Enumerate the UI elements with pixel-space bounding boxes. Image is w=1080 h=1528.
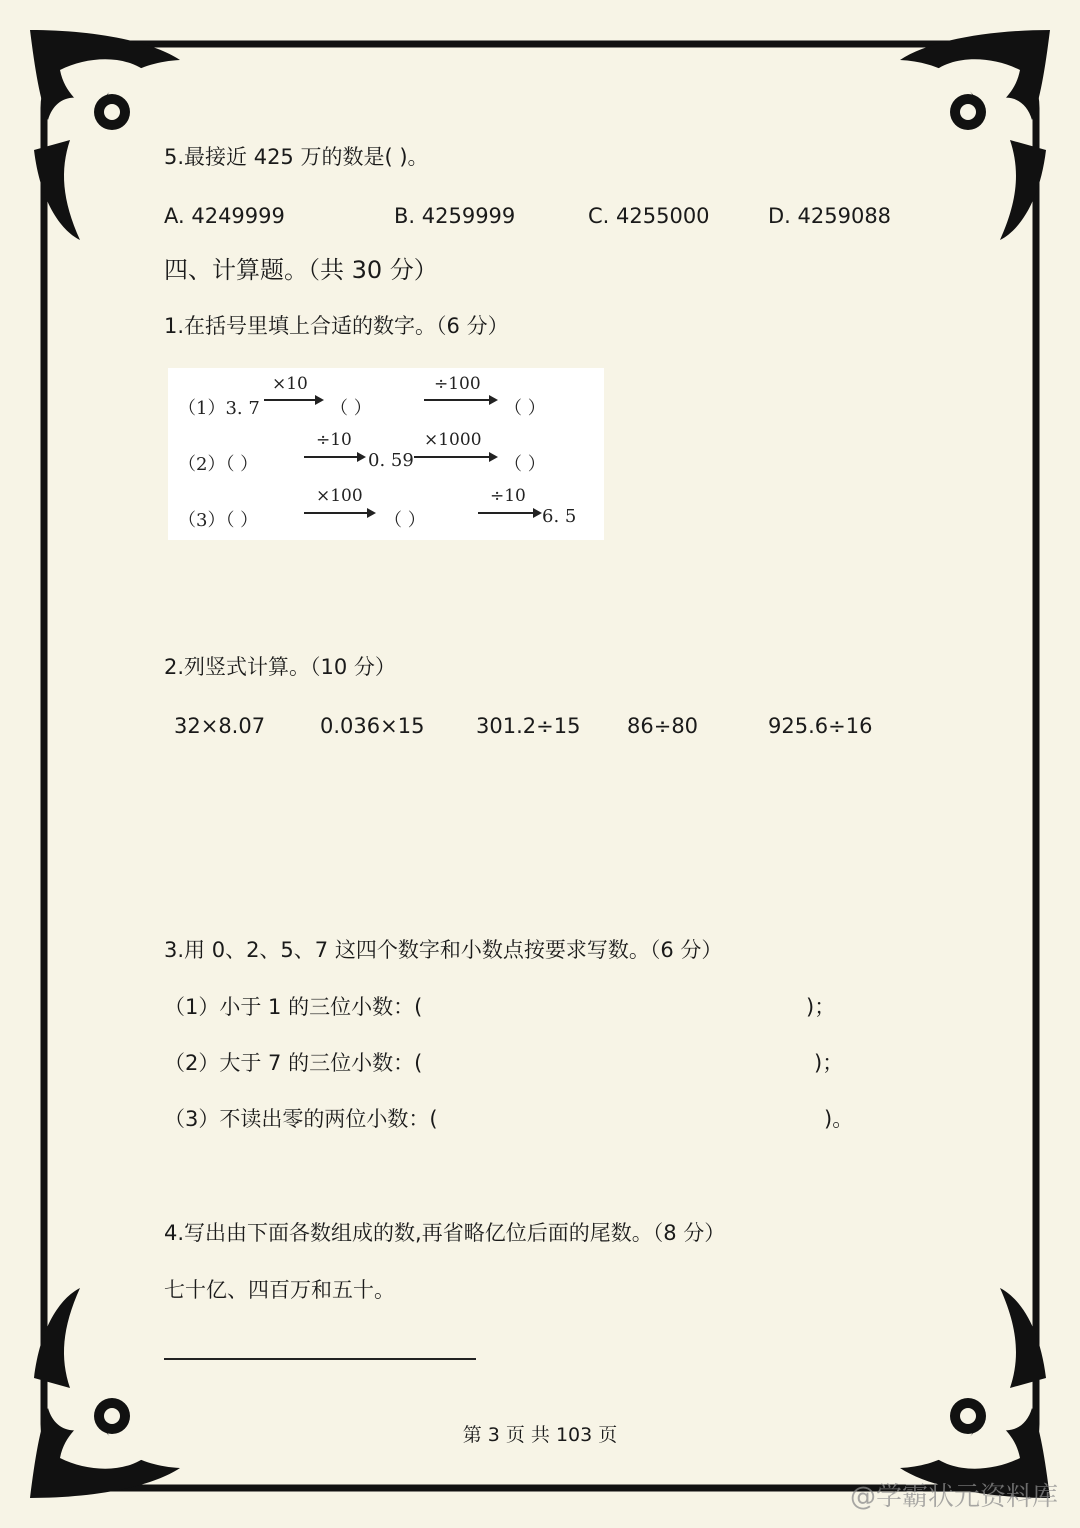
question-5: 5.最接近 425 万的数是( )。: [164, 145, 429, 169]
row2-end: （ ）: [504, 454, 546, 475]
fill-in-diagram: [168, 368, 604, 540]
row1-label: （1）3. 7: [178, 398, 260, 419]
row3-arrow1: [304, 512, 374, 514]
row2-label: （2）（ ）: [178, 454, 259, 475]
q3-line-3: （3）不读出零的两位小数：(: [164, 1107, 438, 1131]
calc-item: 0.036×15: [320, 714, 425, 738]
row3-op2: ÷10: [490, 486, 526, 506]
row3-op1: ×100: [316, 486, 363, 506]
row1-end: （ ）: [504, 398, 546, 419]
row1-arrow1: [264, 399, 322, 401]
question-2-title: 2.列竖式计算。（10 分）: [164, 655, 396, 679]
row2-op2: ×1000: [424, 430, 482, 450]
calc-item: 32×8.07: [174, 714, 266, 738]
corner-ornament-bottom-right: [900, 1288, 1050, 1498]
q3-line-3-close: )。: [824, 1107, 854, 1131]
calc-item: 86÷80: [627, 714, 699, 738]
option-c: C. 4255000: [588, 204, 710, 228]
question-4-prompt: 七十亿、四百万和五十。: [164, 1278, 395, 1302]
q3-line-2-close: )；: [814, 1051, 844, 1075]
question-1-title: 1.在括号里填上合适的数字。（6 分）: [164, 314, 509, 338]
q3-line-2: （2）大于 7 的三位小数：(: [164, 1051, 423, 1075]
row3-arrow2: [478, 512, 540, 514]
row3-label: （3）（ ）: [178, 510, 259, 531]
question-3-title: 3.用 0、2、5、7 这四个数字和小数点按要求写数。（6 分）: [164, 938, 723, 962]
question-4-title: 4.写出由下面各数组成的数,再省略亿位后面的尾数。（8 分）: [164, 1221, 726, 1245]
row1-op2: ÷100: [434, 374, 481, 394]
page-number: 第 3 页 共 103 页: [462, 1424, 618, 1446]
corner-ornament-top-left: [30, 30, 180, 240]
watermark: @学霸状元资料库: [849, 1482, 1058, 1512]
row1-mid: （ ）: [330, 398, 372, 419]
corner-ornament-top-right: [900, 30, 1050, 240]
section-title: 四、计算题。（共 30 分）: [164, 256, 438, 284]
row1-arrow2: [424, 399, 496, 401]
row2-mid: 0. 59: [368, 450, 414, 471]
row2-arrow2: [414, 456, 496, 458]
option-d: D. 4259088: [768, 204, 892, 228]
row2-op1: ÷10: [316, 430, 352, 450]
row3-end: 6. 5: [542, 506, 577, 527]
answer-line: [164, 1358, 476, 1360]
row2-arrow1: [304, 456, 364, 458]
q3-line-1: （1）小于 1 的三位小数：(: [164, 995, 423, 1019]
option-a: A. 4249999: [164, 204, 285, 228]
q3-line-1-close: )；: [806, 995, 836, 1019]
row1-op1: ×10: [272, 374, 308, 394]
option-b: B. 4259999: [394, 204, 516, 228]
row3-mid: （ ）: [384, 510, 426, 531]
calc-item: 301.2÷15: [476, 714, 581, 738]
calc-item: 925.6÷16: [768, 714, 873, 738]
corner-ornament-bottom-left: [30, 1288, 180, 1498]
